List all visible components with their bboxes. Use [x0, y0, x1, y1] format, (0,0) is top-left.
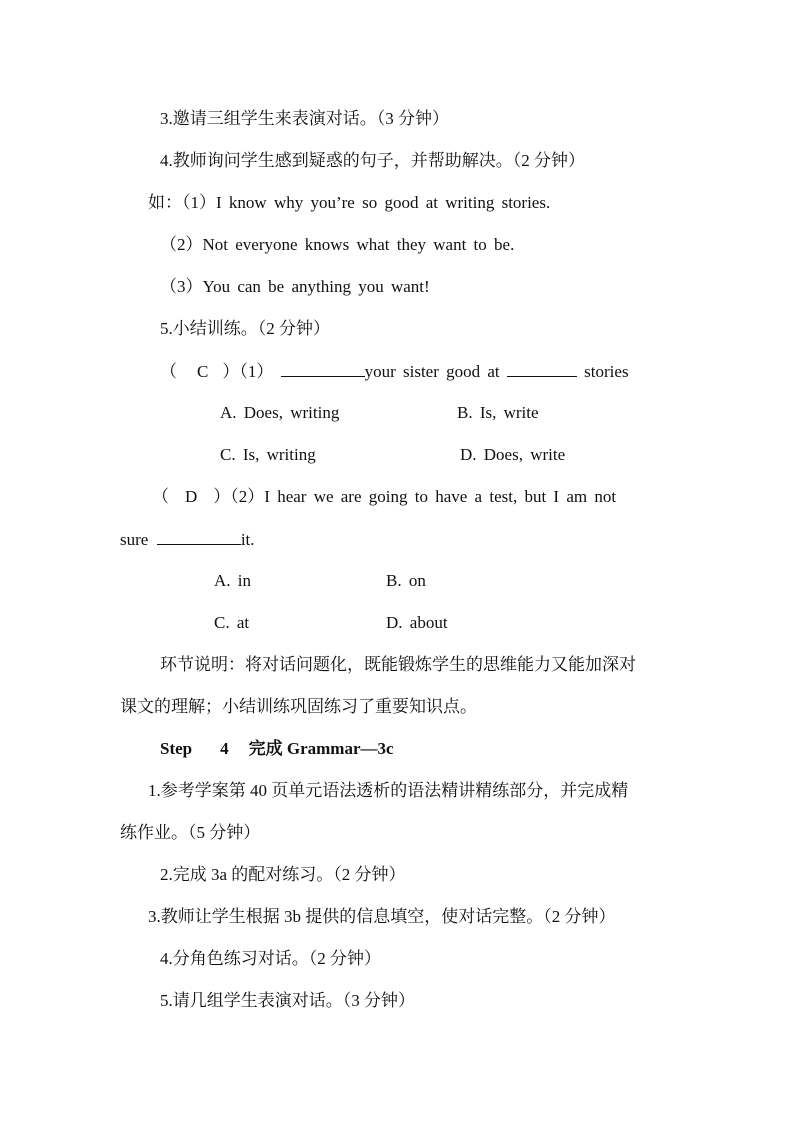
explanation-line-2: 课文的理解；小结训练巩固练习了重要知识点。 — [120, 697, 477, 716]
q1-text-b: stories — [584, 362, 629, 381]
q2-text-line1: I hear we are going to have a test, but I am not — [264, 487, 617, 506]
question-2 — [152, 486, 616, 508]
q1-number: （1） — [239, 362, 274, 381]
example-sentence-3: （3）You can be anything you want! — [160, 277, 430, 296]
q2-number: （2） — [230, 487, 265, 506]
q2-option-d: D. about — [386, 613, 448, 632]
question-2-line-2 — [120, 528, 255, 551]
q1-bracket-close: ） — [222, 362, 240, 381]
q2-text-line2-a: sure — [120, 530, 149, 549]
step4-label: Step — [160, 739, 193, 758]
step4-heading — [160, 738, 394, 760]
q2-blank — [157, 528, 241, 545]
q2-answer: D — [185, 487, 198, 506]
q2-option-b: B. on — [386, 571, 426, 590]
q1-blank-1 — [281, 360, 365, 377]
step4-number: 4 — [220, 739, 229, 758]
step4-item-1-line-2: 练作业。（5 分钟） — [120, 823, 261, 842]
example-line-1 — [148, 192, 550, 214]
step4-item-1-line-1: 1.参考学案第 40 页单元语法透析的语法精讲精练部分，并完成精 — [148, 781, 629, 800]
q1-option-b: B. Is, write — [457, 403, 539, 422]
q1-option-c: C. Is, writing — [220, 445, 316, 464]
q2-bracket-open: （ — [152, 487, 169, 506]
q2-option-a: A. in — [214, 571, 251, 590]
example-sentence-2: （2）Not everyone knows what they want to be. — [160, 235, 515, 254]
example-prefix: 如： — [148, 193, 182, 212]
q2-text-line2-b: it. — [240, 530, 255, 549]
q1-text-a: your sister good at — [364, 362, 500, 381]
step4-item-4: 4.分角色练习对话。（2 分钟） — [160, 949, 381, 968]
step3-item-4: 4.教师询问学生感到疑惑的句子，并帮助解决。（2 分钟） — [160, 151, 585, 170]
example-sentence-1: （1）I know why you’re so good at writing stories. — [182, 193, 551, 212]
q1-option-a: A. Does, writing — [220, 403, 340, 422]
q1-bracket-open: （ — [160, 362, 177, 381]
q2-option-c: C. at — [214, 613, 250, 632]
step3-item-5: 5.小结训练。（2 分钟） — [160, 319, 330, 338]
q1-blank-2 — [507, 360, 577, 377]
q1-option-d: D. Does, write — [460, 445, 566, 464]
step4-item-2: 2.完成 3a 的配对练习。（2 分钟） — [160, 865, 406, 884]
step4-title: 完成 Grammar—3c — [248, 739, 394, 758]
step4-item-3: 3.教师让学生根据 3b 提供的信息填空，使对话完整。（2 分钟） — [148, 907, 616, 926]
explanation-line-1: 环节说明：将对话问题化，既能锻炼学生的思维能力又能加深对 — [160, 655, 636, 674]
step4-item-5: 5.请几组学生表演对话。（3 分钟） — [160, 991, 415, 1010]
q1-answer: C — [197, 362, 209, 381]
question-1 — [160, 360, 629, 383]
step3-item-3: 3.邀请三组学生来表演对话。（3 分钟） — [160, 109, 449, 128]
q2-bracket-close: ） — [213, 487, 231, 506]
